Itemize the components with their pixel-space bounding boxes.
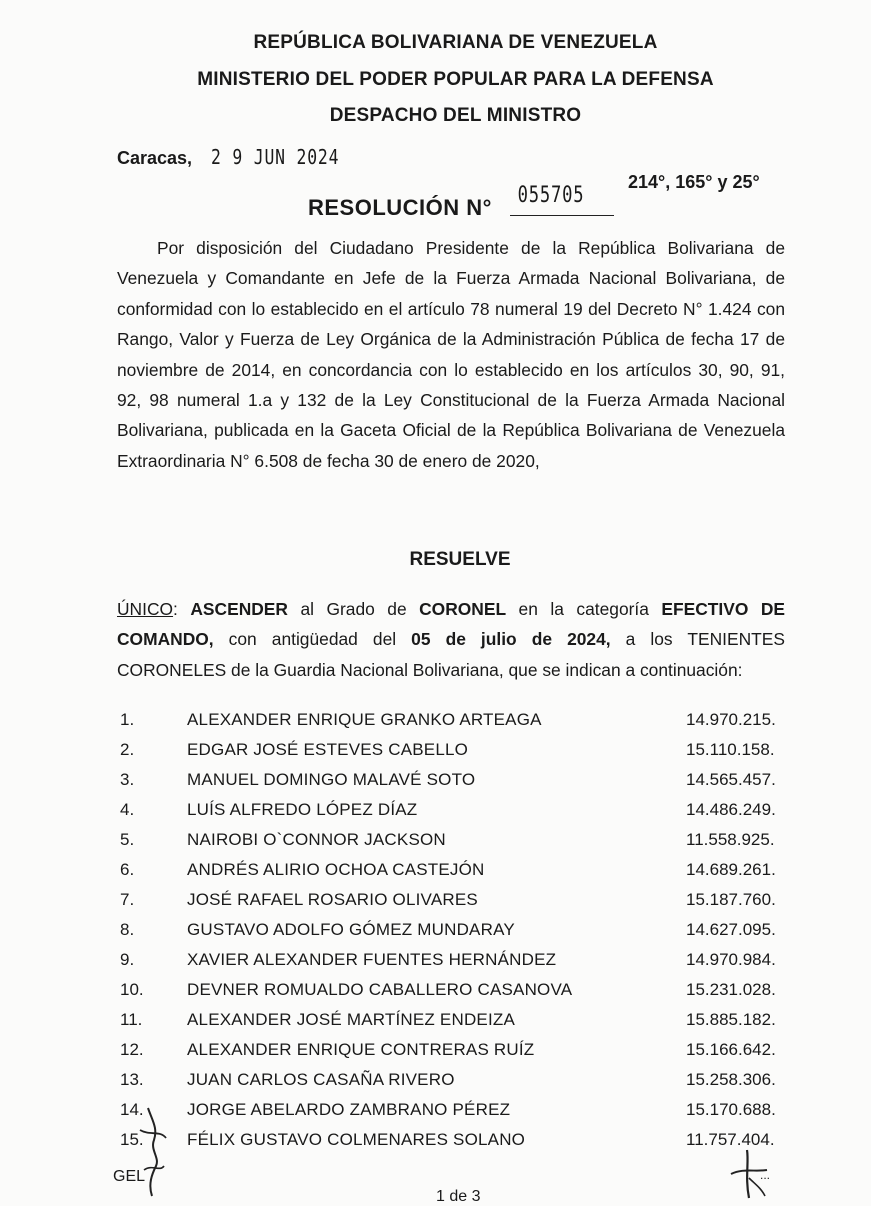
- unico-label: ÚNICO: [117, 599, 174, 619]
- officer-id: 14.970.984.: [686, 950, 776, 969]
- officer-id: 15.885.182.: [686, 1010, 776, 1029]
- page-number: 1 de 3: [436, 1188, 481, 1205]
- unico-text-4: a los TENIENTES CORONELES de la Guardia Nacional Bolivariana, que se indican a continuación:: [117, 629, 785, 680]
- officer-id: 15.170.688.: [686, 1100, 776, 1119]
- unico-text-3: con antigüedad del: [213, 629, 412, 650]
- officer-id: 14.627.095.: [686, 920, 776, 939]
- header-line-2: MINISTERIO DEL PODER POPULAR PARA LA DEFENSA: [197, 69, 714, 90]
- item-number: 6.: [120, 860, 135, 879]
- signature-dots: ...: [760, 1168, 771, 1182]
- item-number: 4.: [120, 800, 135, 819]
- unico-paragraph: [117, 594, 785, 685]
- unico-text-2: en la categoría: [506, 599, 662, 619]
- date-stamp: 2 9 JUN 2024: [211, 145, 340, 169]
- officer-name: ALEXANDER ENRIQUE GRANKO ARTEAGA: [187, 710, 542, 729]
- list-item: [0, 800, 871, 830]
- list-item: [0, 950, 871, 980]
- officer-name: JOSÉ RAFAEL ROSARIO OLIVARES: [187, 890, 478, 909]
- item-number: 14.: [120, 1100, 144, 1119]
- resolution-underline: [510, 215, 614, 216]
- officer-id: 15.231.028.: [686, 980, 776, 999]
- list-item: [0, 890, 871, 920]
- officer-name: LUÍS ALFREDO LÓPEZ DÍAZ: [187, 800, 418, 819]
- unico-category: EFECTIVO DE COMANDO,: [117, 599, 785, 650]
- officer-name: ANDRÉS ALIRIO OCHOA CASTEJÓN: [187, 860, 485, 879]
- list-item: [0, 980, 871, 1010]
- officer-id: 11.558.925.: [686, 830, 775, 849]
- officer-id: 15.166.642.: [686, 1040, 776, 1059]
- list-item: [0, 860, 871, 890]
- officer-id: 11.757.404.: [686, 1130, 775, 1149]
- item-number: 5.: [120, 830, 135, 849]
- officer-name: ALEXANDER ENRIQUE CONTRERAS RUÍZ: [187, 1040, 535, 1059]
- item-number: 13.: [120, 1070, 144, 1089]
- initials: GEL: [113, 1168, 146, 1185]
- list-item: [0, 1070, 871, 1100]
- list-item: [0, 1040, 871, 1070]
- header-line-3: DESPACHO DEL MINISTRO: [329, 105, 582, 126]
- list-item: [0, 740, 871, 770]
- unico-date: 05 de julio de 2024,: [411, 629, 611, 650]
- officer-id: 14.970.215.: [686, 710, 776, 729]
- item-number: 3.: [120, 770, 135, 789]
- item-number: 8.: [120, 920, 135, 939]
- officer-id: 14.486.249.: [686, 800, 776, 819]
- resolution-number: 055705: [517, 183, 585, 208]
- preamble-paragraph: Por disposición del Ciudadano Presidente de la República Bolivariana de Venezuela y Comandante en Jefe de la Fuerza Armada Nacional Bolivariana, de conformidad con lo establecido en el artículo 78 numeral 19 del Decreto N° 1.424 con Rango, Valor y Fuerza de Ley Orgánica de la Administración Pública de fecha 17 de noviembre de 2014, en concordancia con lo establecido en los artículos 30, 90, 91, 92, 98 numeral 1.a y 132 de la Ley Constitucional de la Fuerza Armada Nacional Bolivariana, publicada en la Gaceta Oficial de la República Bolivariana de Venezuela Extraordinaria N° 6.508 de fecha 30 de enero de 2020,: [117, 238, 785, 471]
- officer-name: XAVIER ALEXANDER FUENTES HERNÁNDEZ: [187, 950, 557, 969]
- place: Caracas,: [117, 148, 193, 168]
- officer-name: FÉLIX GUSTAVO COLMENARES SOLANO: [187, 1130, 526, 1149]
- item-number: 10.: [120, 980, 144, 999]
- officer-id: 14.565.457.: [686, 770, 776, 789]
- item-number: 1.: [120, 710, 135, 729]
- officer-name: JORGE ABELARDO ZAMBRANO PÉREZ: [187, 1100, 511, 1119]
- list-item: [0, 710, 871, 740]
- list-item: [0, 770, 871, 800]
- officer-id: 15.187.760.: [686, 890, 776, 909]
- unico-text-1: al Grado de: [287, 599, 420, 619]
- item-number: 12.: [120, 1040, 144, 1059]
- item-number: 2.: [120, 740, 135, 759]
- unico-colon: :: [173, 599, 178, 619]
- list-item: [0, 830, 871, 860]
- resolution-label: RESOLUCIÓN N°: [308, 195, 492, 220]
- officer-name: EDGAR JOSÉ ESTEVES CABELLO: [187, 740, 469, 759]
- officer-name: NAIROBI O`CONNOR JACKSON: [187, 830, 446, 849]
- officer-id: 15.110.158.: [686, 740, 775, 759]
- initial-signature-right: [725, 1148, 785, 1200]
- officer-name: GUSTAVO ADOLFO GÓMEZ MUNDARAY: [187, 920, 515, 939]
- item-number: 9.: [120, 950, 135, 969]
- officer-name: MANUEL DOMINGO MALAVÉ SOTO: [187, 770, 476, 789]
- resuelve-heading: RESUELVE: [409, 549, 511, 570]
- item-number: 11.: [120, 1010, 143, 1029]
- unico-verb: ASCENDER: [190, 599, 288, 619]
- officer-name: DEVNER ROMUALDO CABALLERO CASANOVA: [187, 980, 573, 999]
- officer-name: JUAN CARLOS CASAÑA RIVERO: [187, 1070, 455, 1089]
- officer-name: ALEXANDER JOSÉ MARTÍNEZ ENDEIZA: [187, 1010, 516, 1029]
- years-line: 214°, 165° y 25°: [628, 172, 760, 192]
- officer-id: 14.689.261.: [686, 860, 776, 879]
- header-line-1: REPÚBLICA BOLIVARIANA DE VENEZUELA: [253, 32, 658, 53]
- list-item: [0, 1010, 871, 1040]
- unico-grade: CORONEL: [419, 599, 507, 619]
- item-number: 7.: [120, 890, 135, 909]
- list-item: [0, 920, 871, 950]
- officer-id: 15.258.306.: [686, 1070, 776, 1089]
- item-number: 15.: [120, 1130, 144, 1149]
